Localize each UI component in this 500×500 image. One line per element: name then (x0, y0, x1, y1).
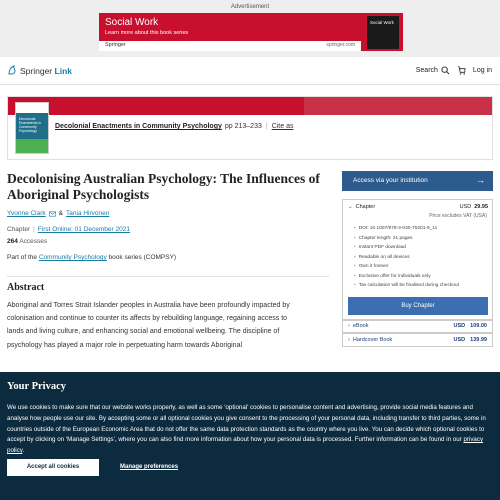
series-link[interactable]: Community Psychology (38, 254, 107, 261)
ad-url: springer.com (326, 42, 355, 48)
vat-note: Price excludes VAT (USA) (429, 213, 487, 219)
logo-link: Link (54, 65, 72, 76)
hardcover-option[interactable] (342, 333, 493, 347)
abstract-heading: Abstract (7, 282, 45, 293)
book-band-right (304, 97, 492, 115)
book-info (55, 123, 293, 130)
email-icon[interactable] (49, 211, 56, 217)
search-icon (441, 66, 450, 75)
list-item: • Exclusive offer for individuals only (354, 272, 459, 282)
access-label: Accesses (19, 238, 48, 245)
chevron-down-icon: ⌄ (348, 204, 353, 210)
chapter-features (354, 224, 459, 291)
authors (7, 210, 109, 217)
buy-chapter-button[interactable]: Buy Chapter (348, 297, 488, 315)
first-online-link[interactable]: First Online: 01 December 2021 (37, 226, 130, 233)
chapter-purchase-box (342, 199, 493, 321)
cite-as-link[interactable]: Cite as (271, 123, 294, 130)
header-nav (416, 66, 492, 75)
ad-footer (99, 41, 361, 51)
login-link[interactable]: Log in (472, 67, 492, 74)
accesses-metric (7, 238, 47, 245)
content-type: Chapter (7, 226, 31, 233)
springer-horse-icon (7, 65, 17, 76)
logo-springer: Springer (20, 65, 53, 76)
search-label: Search (415, 67, 438, 74)
institution-access-button[interactable] (342, 171, 493, 191)
chapter-label: Chapter (355, 204, 376, 210)
cart-icon[interactable] (457, 66, 466, 75)
ad-banner[interactable] (99, 13, 403, 51)
chevron-right-icon: › (348, 337, 350, 343)
manage-preferences-link[interactable]: Manage preferences (120, 464, 179, 470)
ad-book-image (367, 16, 399, 49)
privacy-policy-link[interactable]: privacy policy (7, 436, 484, 455)
format-price: USD 109.00 (453, 323, 487, 329)
abstract-text: Aboriginal and Torres Strait Islander peoples in Australia have been profoundly impacted by colonisation and continue to counter its affects by rebuilding language, regaining access to lands and living culture, and enhancing social and emotional wellbeing. The discipline of psychology has played a major role in perpetuating harm towards Aboriginal (7, 302, 290, 349)
search-button[interactable] (416, 66, 450, 75)
list-item: • DOI: 10.1007/978-3-030-75201-9_11 (354, 224, 459, 234)
springer-link-logo[interactable] (7, 65, 72, 76)
list-item: • Instant PDF download (354, 243, 459, 253)
format-name: eBook (352, 323, 369, 329)
cookie-title: Your Privacy (7, 381, 67, 392)
list-item: • Tax calculation will be finalised during checkout (354, 281, 459, 291)
chapter-meta: Chapter | First Online: 01 December 2021 (7, 226, 130, 233)
book-series: Part of the Community Psychology book series (COMPSY) (7, 254, 177, 261)
site-header (0, 57, 500, 85)
ad-title: Social Work (105, 17, 159, 28)
book-card (7, 96, 493, 160)
book-cover-title: Decolonial Enactments in Community Psychology (19, 117, 42, 133)
ad-book-title: Social Work (370, 20, 394, 25)
author-link-2[interactable]: Tania Hirvonen (66, 210, 110, 217)
access-count: 264 (7, 238, 18, 245)
author-link-1[interactable]: Yvonne Clark (7, 210, 46, 217)
format-price: USD 139.99 (453, 337, 487, 343)
list-item: • Readable on all devices (354, 253, 459, 263)
accept-cookies-button[interactable]: Accept all cookies (7, 459, 99, 476)
cookie-banner (0, 372, 500, 500)
chapter-toggle[interactable] (348, 204, 488, 210)
list-item: • Chapter length: 21 pages (354, 234, 459, 244)
ad-subtitle: Learn more about this book series (105, 30, 189, 36)
advertisement-bar (0, 0, 500, 57)
format-name: Hardcover Book (352, 337, 393, 343)
ebook-option[interactable] (342, 319, 493, 333)
book-cover-image[interactable] (15, 102, 49, 154)
divider: | (265, 123, 268, 130)
list-item: • Own it forever (354, 262, 459, 272)
divider (7, 276, 329, 277)
cookie-text: We use cookies to make sure that our website works properly, as well as some ‘optional’ cookies to personalise content and advertising, provide social media features and analyse how people use our site. By accepting some or all optional cookies you give consent to the processing of your personal data, including transfer to third parties, some in countries outside of the European Economic Area that do not offer the same data protection standards as the country where you live. You can decide which optional cookies to accept by clicking on ‘Manage Settings’, where you can also find more information about how your personal data is processed. Further information can be found in our privacy policy. (7, 404, 486, 455)
chevron-right-icon: › (348, 323, 350, 329)
ad-brand: Springer (105, 42, 126, 48)
author-ampersand: & (58, 210, 64, 217)
arrow-right-icon: → (476, 175, 485, 185)
book-pages: pp 213–233 (224, 123, 262, 130)
ad-label: Advertisement (230, 4, 270, 10)
institution-access-label: Access via your institution (353, 177, 428, 184)
chapter-title: Decolonising Australian Psychology: The Influences of Aboriginal Psychologists (7, 171, 320, 202)
chapter-price: USD 29.95 (459, 204, 488, 210)
book-title-link[interactable]: Decolonial Enactments in Community Psychology (55, 123, 222, 130)
